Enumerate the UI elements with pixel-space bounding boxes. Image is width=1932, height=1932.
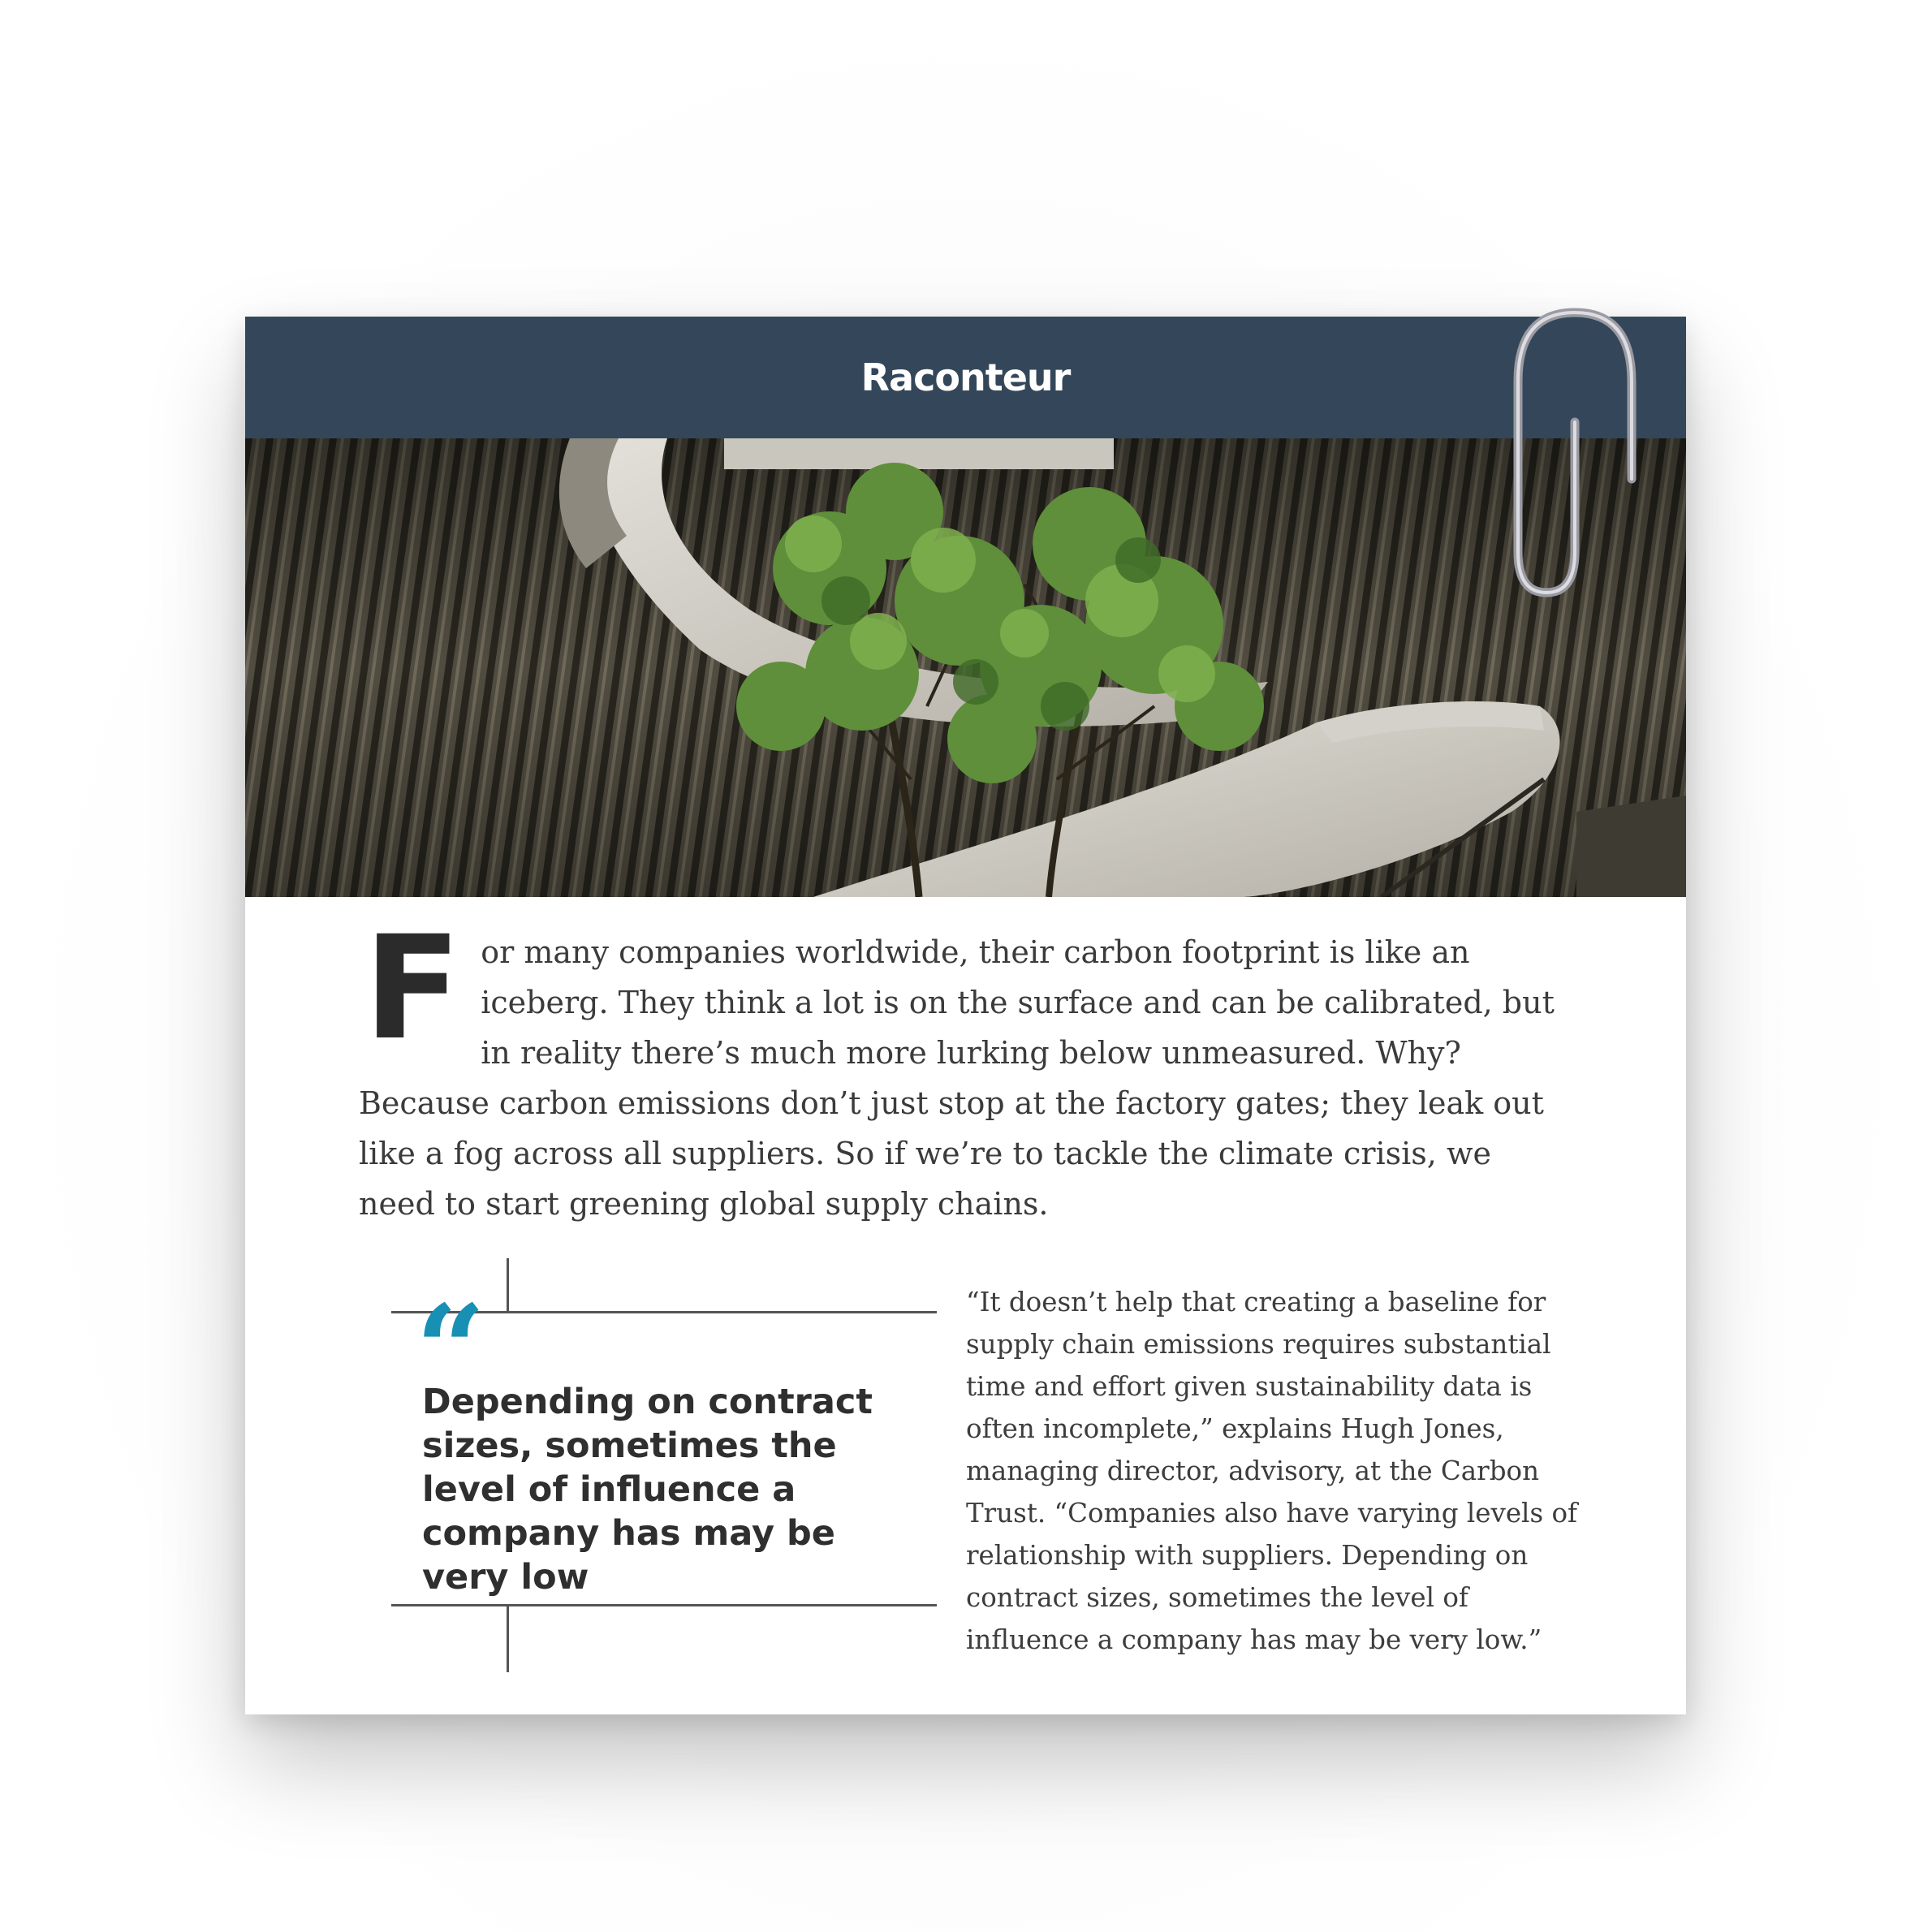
- quote-bottom-rule: [391, 1604, 937, 1606]
- intro-paragraph: or many companies worldwide, their carbon footprint is like an iceberg. They think a lot is on the surface and can be calibrated, but in reality there’s much more lurking below unmeasured. Why? Because carbon emissions don’t just stop at the factory gates; they leak out like a fog across all suppliers. So if we’re to tackle the climate crisis, we need to start greening global supply chains.: [359, 934, 1555, 1222]
- quote-bottom-tick: [507, 1604, 509, 1672]
- article-card: [245, 317, 1686, 1714]
- quote-top-tick: [507, 1258, 509, 1313]
- brand-logo[interactable]: Raconteur: [860, 356, 1071, 399]
- pull-quote-text: Depending on contract sizes, sometimes the level of influence a company has may be very low: [422, 1382, 873, 1598]
- article-intro: [359, 905, 1576, 1229]
- quote-mark-icon: “: [416, 1279, 486, 1421]
- pull-quote: [391, 1258, 937, 1672]
- hero-image: [245, 438, 1686, 897]
- paperclip-icon: [1510, 300, 1640, 625]
- side-column-text: “It doesn’t help that creating a baseline for supply chain emissions requires substantial time and effort given sustainability data is often incomplete,” explains Hugh Jones, managing director, advisory, at the Carbon Trust. “Companies also have varying levels of relationship with suppliers. Depending on contract sizes, sometimes the level of influence a company has may be very low.”: [966, 1287, 1578, 1655]
- dropcap: F: [364, 905, 462, 1072]
